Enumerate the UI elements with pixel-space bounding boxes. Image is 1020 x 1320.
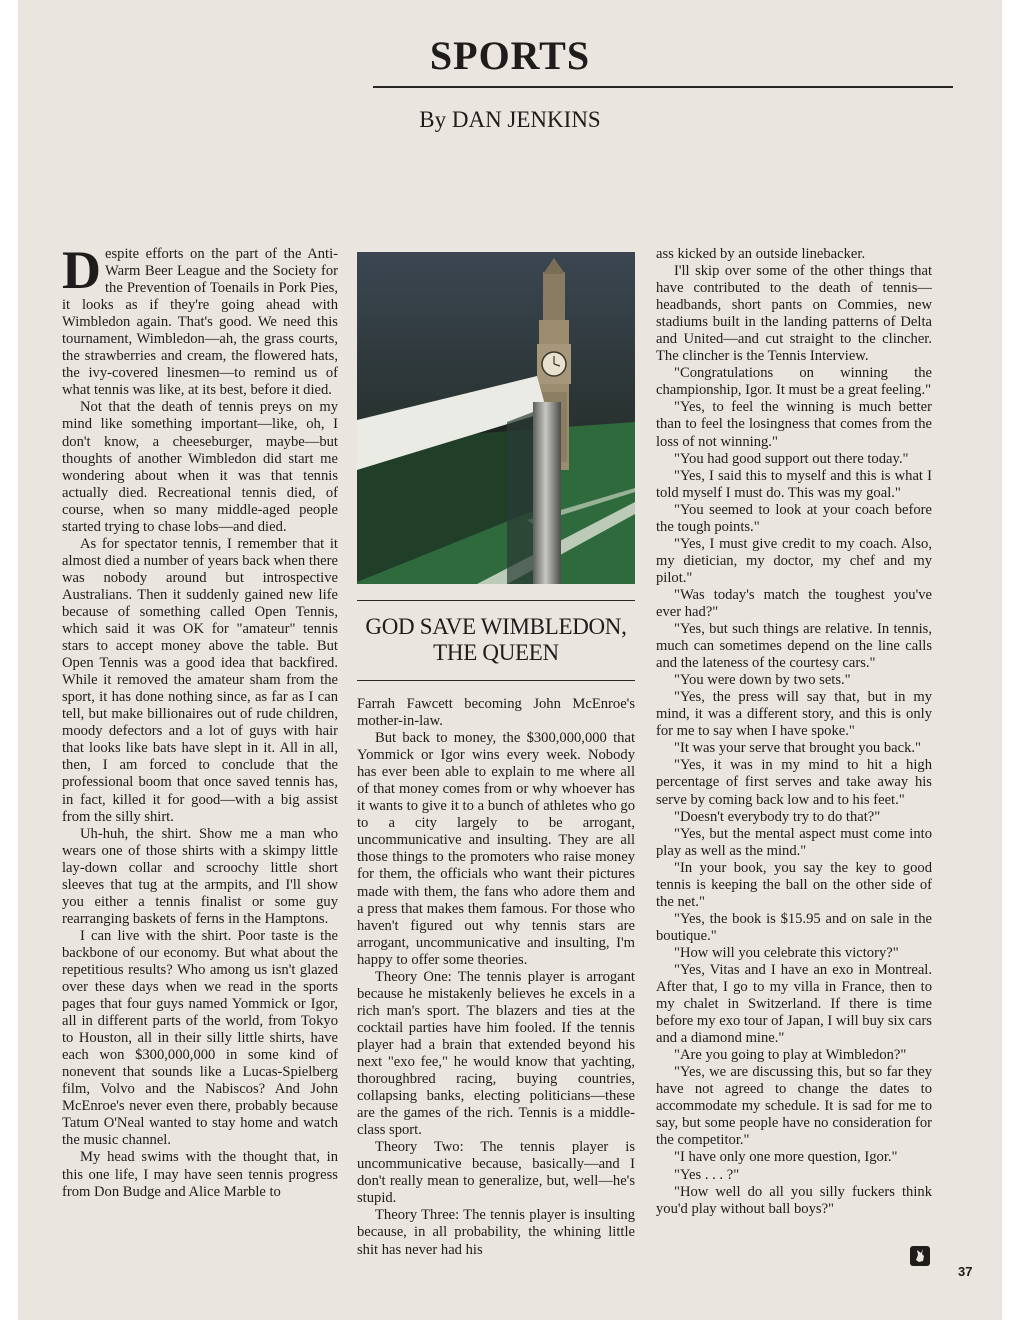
paragraph: "It was your serve that brought you back." — [674, 740, 921, 757]
paragraph: But back to money, the $300,000,000 that Yommick or Igor wins every week. Nobody has ever been able to explain to me where all of that money comes from or why whoever has it wants to give it to a bunch of athletes who go to a city largely to be arrogant, uncommunicative and insulting. They are all those things to the promoters who raise money for them, the officials who want their pictures made with them, the fans who adore them and a press that makes them famous. For those who haven't figured out why tennis stars are arrogant, uncommunicative and insulting, I'm happy to offer some theories. — [357, 730, 635, 968]
paragraph: "Yes, the book is $15.95 and on sale in the boutique." — [656, 910, 932, 944]
paragraph: "Doesn't everybody try to do that?" — [674, 808, 881, 825]
paragraph: "Yes, I must give credit to my coach. Also, my dietician, my doctor, my chef and my pilot." — [656, 535, 932, 586]
paragraph: Theory Three: The tennis player is insulting because, in all probability, the whining little shit has never had his — [357, 1207, 635, 1258]
paragraph: As for spectator tennis, I remember that it almost died a number of years back when there was nobody around but introspective Australians. Then it suddenly gained new life because of something called Open Tennis, which said it was OK for "amateur" tennis stars to accept money above the table. But Open Tennis was a good idea that backfired. While it removed the amateur sham from the sport, it has done nothing since, as far as I can tell, but make billionaires out of rude children, moody defectors and a lot of guys with hair that looks like bats have slept in it. All in all, then, I am forced to conclude that the professional boom that once saved tennis has, in fact, killed it for good—with a big assist from the silly shirt. — [62, 535, 338, 825]
headline-line-1: GOD SAVE WIMBLEDON, — [365, 614, 627, 639]
paragraph: "Yes . . . ?" — [674, 1166, 740, 1183]
paragraph: "You seemed to look at your coach before the tough points." — [656, 501, 932, 535]
paragraph: "Yes, we are discussing this, but so far they have not agreed to change the dates to accommodate my schedule. It is sad for me to say, but some people have no consideration for the competitor." — [656, 1064, 932, 1149]
paragraph: I can live with the shirt. Poor taste is the backbone of our economy. But what about the repetitious results? Who among us isn't glazed over these days when we read in the sports pages that four guys named Yommick or Igor, all in different parts of the world, from Tokyo to Houston, all in their silly little shirts, have each won $300,000,000 in some kind of nonevent that sounds like a Lucas-Spielberg film, Volvo and the Nabiscos? And John McEnroe's never even there, probably because Tatum O'Neal wanted to stay home and watch the music channel. — [62, 927, 338, 1149]
headline-rule-bottom — [357, 680, 635, 681]
paragraph: "Yes, but such things are relative. In tennis, much can sometimes depend on the line calls and the lateness of the courtesy cars." — [656, 621, 932, 672]
magazine-page — [18, 0, 1002, 1320]
paragraph: "Yes, it was in my mind to hit a high percentage of first serves and take away his serve by coming back low and to his feet." — [656, 757, 932, 808]
paragraph: My head swims with the thought that, in this one life, I may have seen tennis progress from Don Budge and Alice Marble to — [62, 1149, 338, 1200]
paragraph: "Yes, the press will say that, but in my mind, it was a different story, and this is only for me to say when I have spoke." — [656, 689, 932, 740]
section-title: SPORTS — [429, 33, 591, 78]
paragraph: "You were down by two sets." — [674, 672, 851, 689]
column-3 — [656, 246, 932, 1218]
headline-rule-top — [357, 600, 635, 601]
paragraph: Farrah Fawcett becoming John McEnroe's mother-in-law. — [357, 696, 635, 730]
paragraph: "Yes, I said this to myself and this is what I told myself I must do. This was my goal." — [656, 467, 932, 501]
paragraph: "How will you celebrate this victory?" — [674, 944, 899, 961]
paragraph: "Yes, to feel the winning is much better than to feel the losingness that comes from the loss of not winning." — [656, 399, 932, 450]
paragraph: ass kicked by an outside linebacker. — [656, 246, 866, 262]
byline: By DAN JENKINS — [419, 107, 601, 132]
paragraph: Uh-huh, the shirt. Show me a man who wears one of those shirts with a skimpy little lay-down collar and scroochy little short sleeves that tug at the armpits, and I'll show you either a tennis finalist or some guy rearranging baskets of ferns in the Hamptons. — [62, 825, 338, 927]
paragraph: "Yes, but the mental aspect must come into play as well as the mind." — [656, 825, 932, 859]
headline — [357, 614, 635, 666]
paragraph: Not that the death of tennis preys on my mind like something important—like, oh, I don't know, a cheeseburger, maybe—but thoughts of another Wimbledon did start me wondering about when it was that tennis actually died. Recreational tennis died, of course, when so many middle-aged people started trying to chase lobs—and died. — [62, 399, 338, 535]
column-2 — [357, 696, 635, 1259]
paragraph: "Congratulations on winning the championship, Igor. It must be a great feeling." — [656, 365, 932, 399]
headline-line-2: THE QUEEN — [433, 640, 559, 665]
rabbit-logo-icon — [910, 1246, 930, 1266]
big-ben-tennis-illustration — [357, 252, 635, 584]
paragraph: "How well do all you silly fuckers think you'd play without ball boys?" — [656, 1183, 932, 1217]
paragraph: "Was today's match the toughest you've ever had?" — [656, 586, 932, 620]
page-number: 37 — [958, 1264, 973, 1279]
column-1 — [62, 240, 338, 1201]
paragraph: "Are you going to play at Wimbledon?" — [674, 1047, 907, 1064]
paragraph: Theory One: The tennis player is arrogant because he mistakenly believes he excels in a rich man's sport. The blazers and ties at the cocktail parties have him fooled. If the tennis player had a brain that extended beyond his next "exo fee," he would know that yachting, thoroughbred racing, buying countries, collapsing banks, electing politicians—these are the games of the rich. Tennis is a middle-class sport. — [357, 968, 635, 1139]
paragraph: "I have only one more question, Igor." — [674, 1149, 898, 1166]
paragraph: "In your book, you say the key to good tennis is keeping the ball on the other side of the net." — [656, 859, 932, 910]
paragraph: "Yes, Vitas and I have an exo in Montreal. After that, I go to my villa in France, then to my chalet in Switzerland. If there is time before my exo tour of Japan, I will buy six cars and a diamond mine." — [656, 961, 932, 1047]
paragraph: Theory Two: The tennis player is uncommunicative because, basically—and I don't really mean to generalize, but, well—he's stupid. — [357, 1139, 635, 1207]
paragraph: Despite efforts on the part of the Anti-Warm Beer League and the Society for the Prevention of Toenails in Pork Pies, it looks as if they're going ahead with Wimbledon again. That's good. We need this tournament, Wimbledon—ah, the grass courts, the strawberries and cream, the flowered hats, the ivy-covered linesmen—to remind us of what tennis was like, at its best, before it died. — [62, 240, 338, 399]
paragraph: "You had good support out there today." — [674, 450, 909, 467]
drop-cap: D — [62, 240, 101, 300]
title-rule — [373, 86, 953, 88]
paragraph: I'll skip over some of the other things that have contributed to the death of tennis—headbands, short pants on Commies, new stadiums built in the landing patterns of Delta and United—and cut straight to the clincher. The clincher is the Tennis Interview. — [656, 263, 932, 365]
